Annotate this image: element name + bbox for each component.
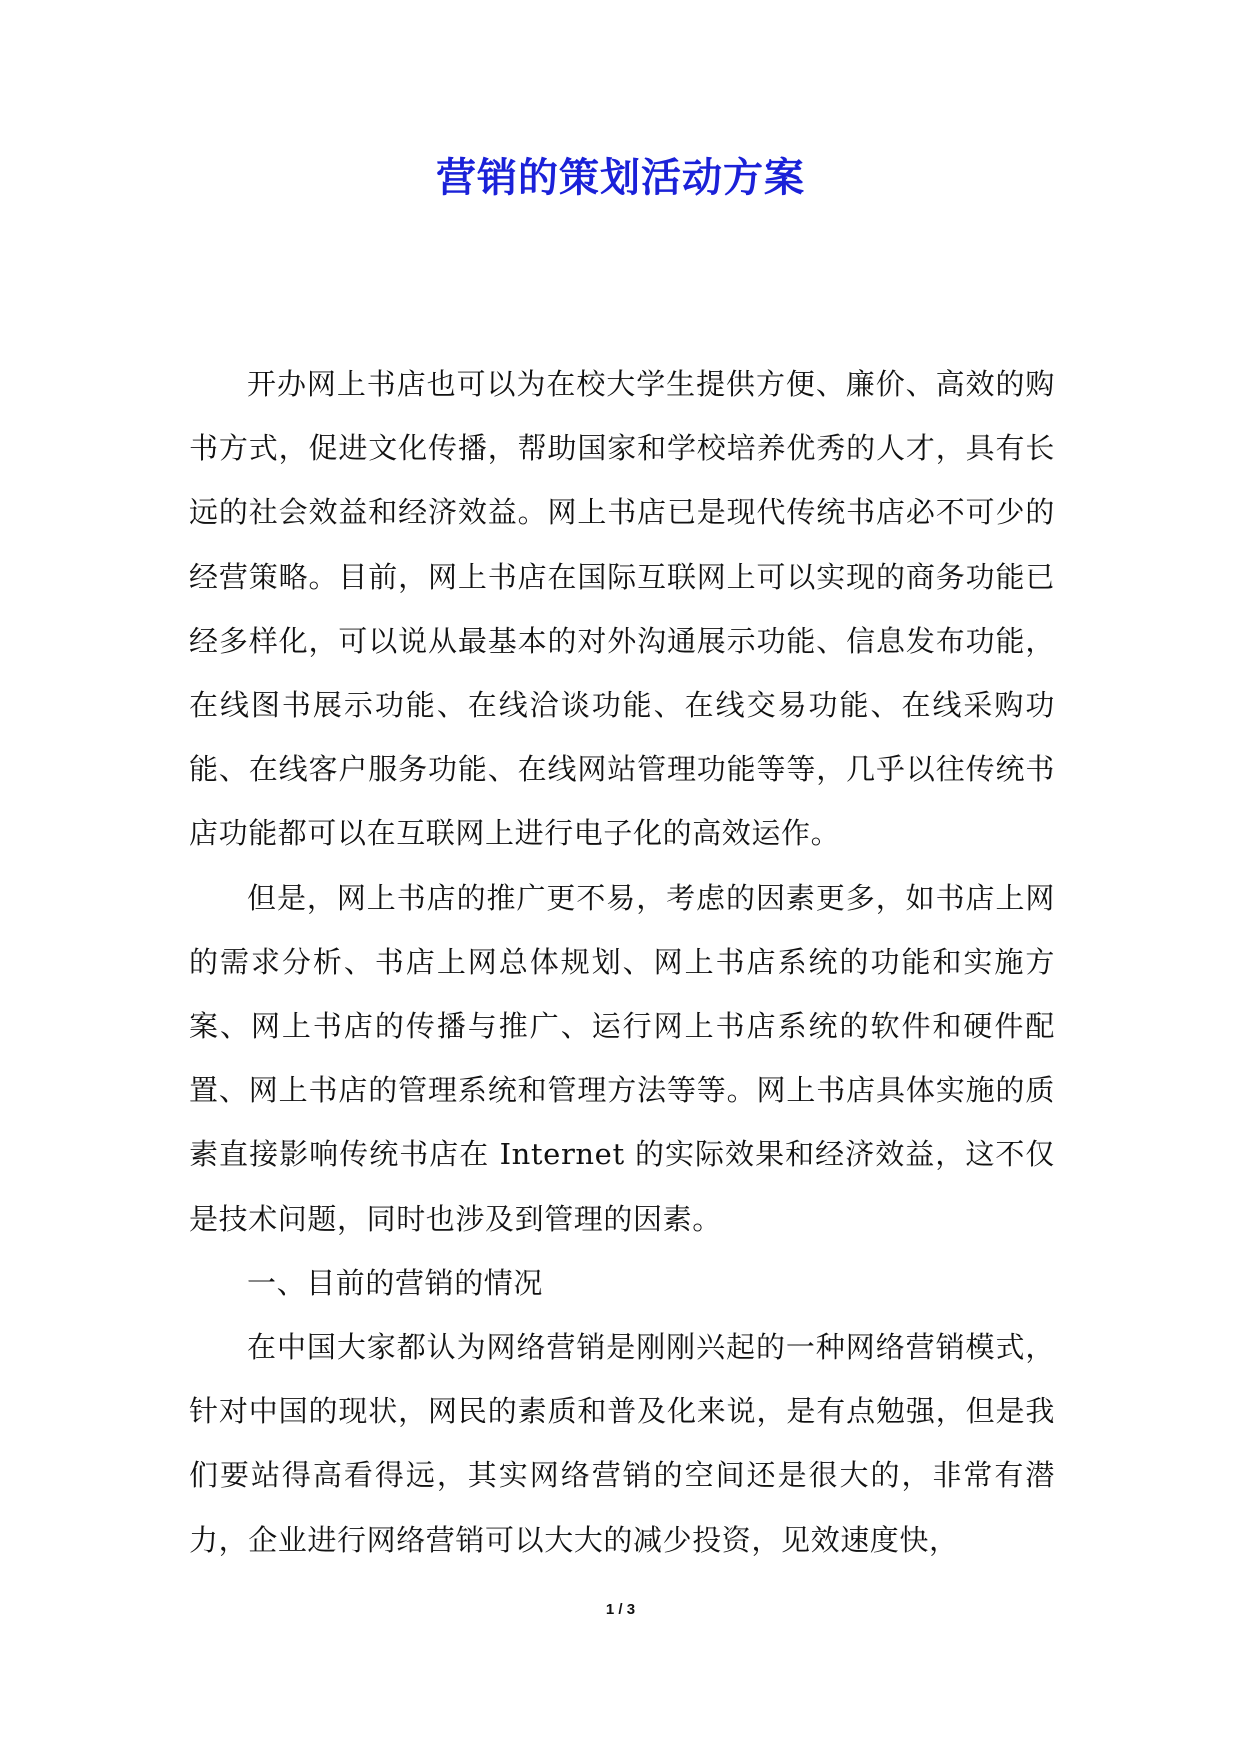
section-heading: 一、目前的营销的情况 [247, 1265, 544, 1300]
paragraph-market-status: 在中国大家都认为网络营销是刚刚兴起的一种网络营销模式，针对中国的现状，网民的素质和普及化来说，是有点勉强，但是我们要站得高看得远，其实网络营销的空间还是很大的，非常有潜力，企业进行网络营销可以大大的减少投资，见效速度快， [189, 1330, 1055, 1557]
document-body [189, 352, 1055, 1572]
document-title: 营销的策划活动方案 [436, 154, 805, 201]
page-number: 1 / 3 [605, 1601, 636, 1618]
paragraph-promotion: 但是，网上书店的推广更不易，考虑的因素更多，如书店上网的需求分析、书店上网总体规划、网上书店系统的功能和实施方案、网上书店的传播与推广、运行网上书店系统的软件和硬件配置、网上书店的管理系统和管理方法等等。网上书店具体实施的质素直接影响传统书店在 Internet 的实际效果和经济效益，这不仅是技术问题，同时也涉及到管理的因素。 [189, 880, 1055, 1236]
paragraph-intro: 开办网上书店也可以为在校大学生提供方便、廉价、高效的购书方式，促进文化传播，帮助国家和学校培养优秀的人才，具有长远的社会效益和经济效益。网上书店已是现代传统书店必不可少的经营策略。目前，网上书店在国际互联网上可以实现的商务功能已经多样化，可以说从最基本的对外沟通展示功能、信息发布功能，在线图书展示功能、在线洽谈功能、在线交易功能、在线采购功能、在线客户服务功能、在线网站管理功能等等，几乎以往传统书店功能都可以在互联网上进行电子化的高效运作。 [189, 367, 1055, 851]
